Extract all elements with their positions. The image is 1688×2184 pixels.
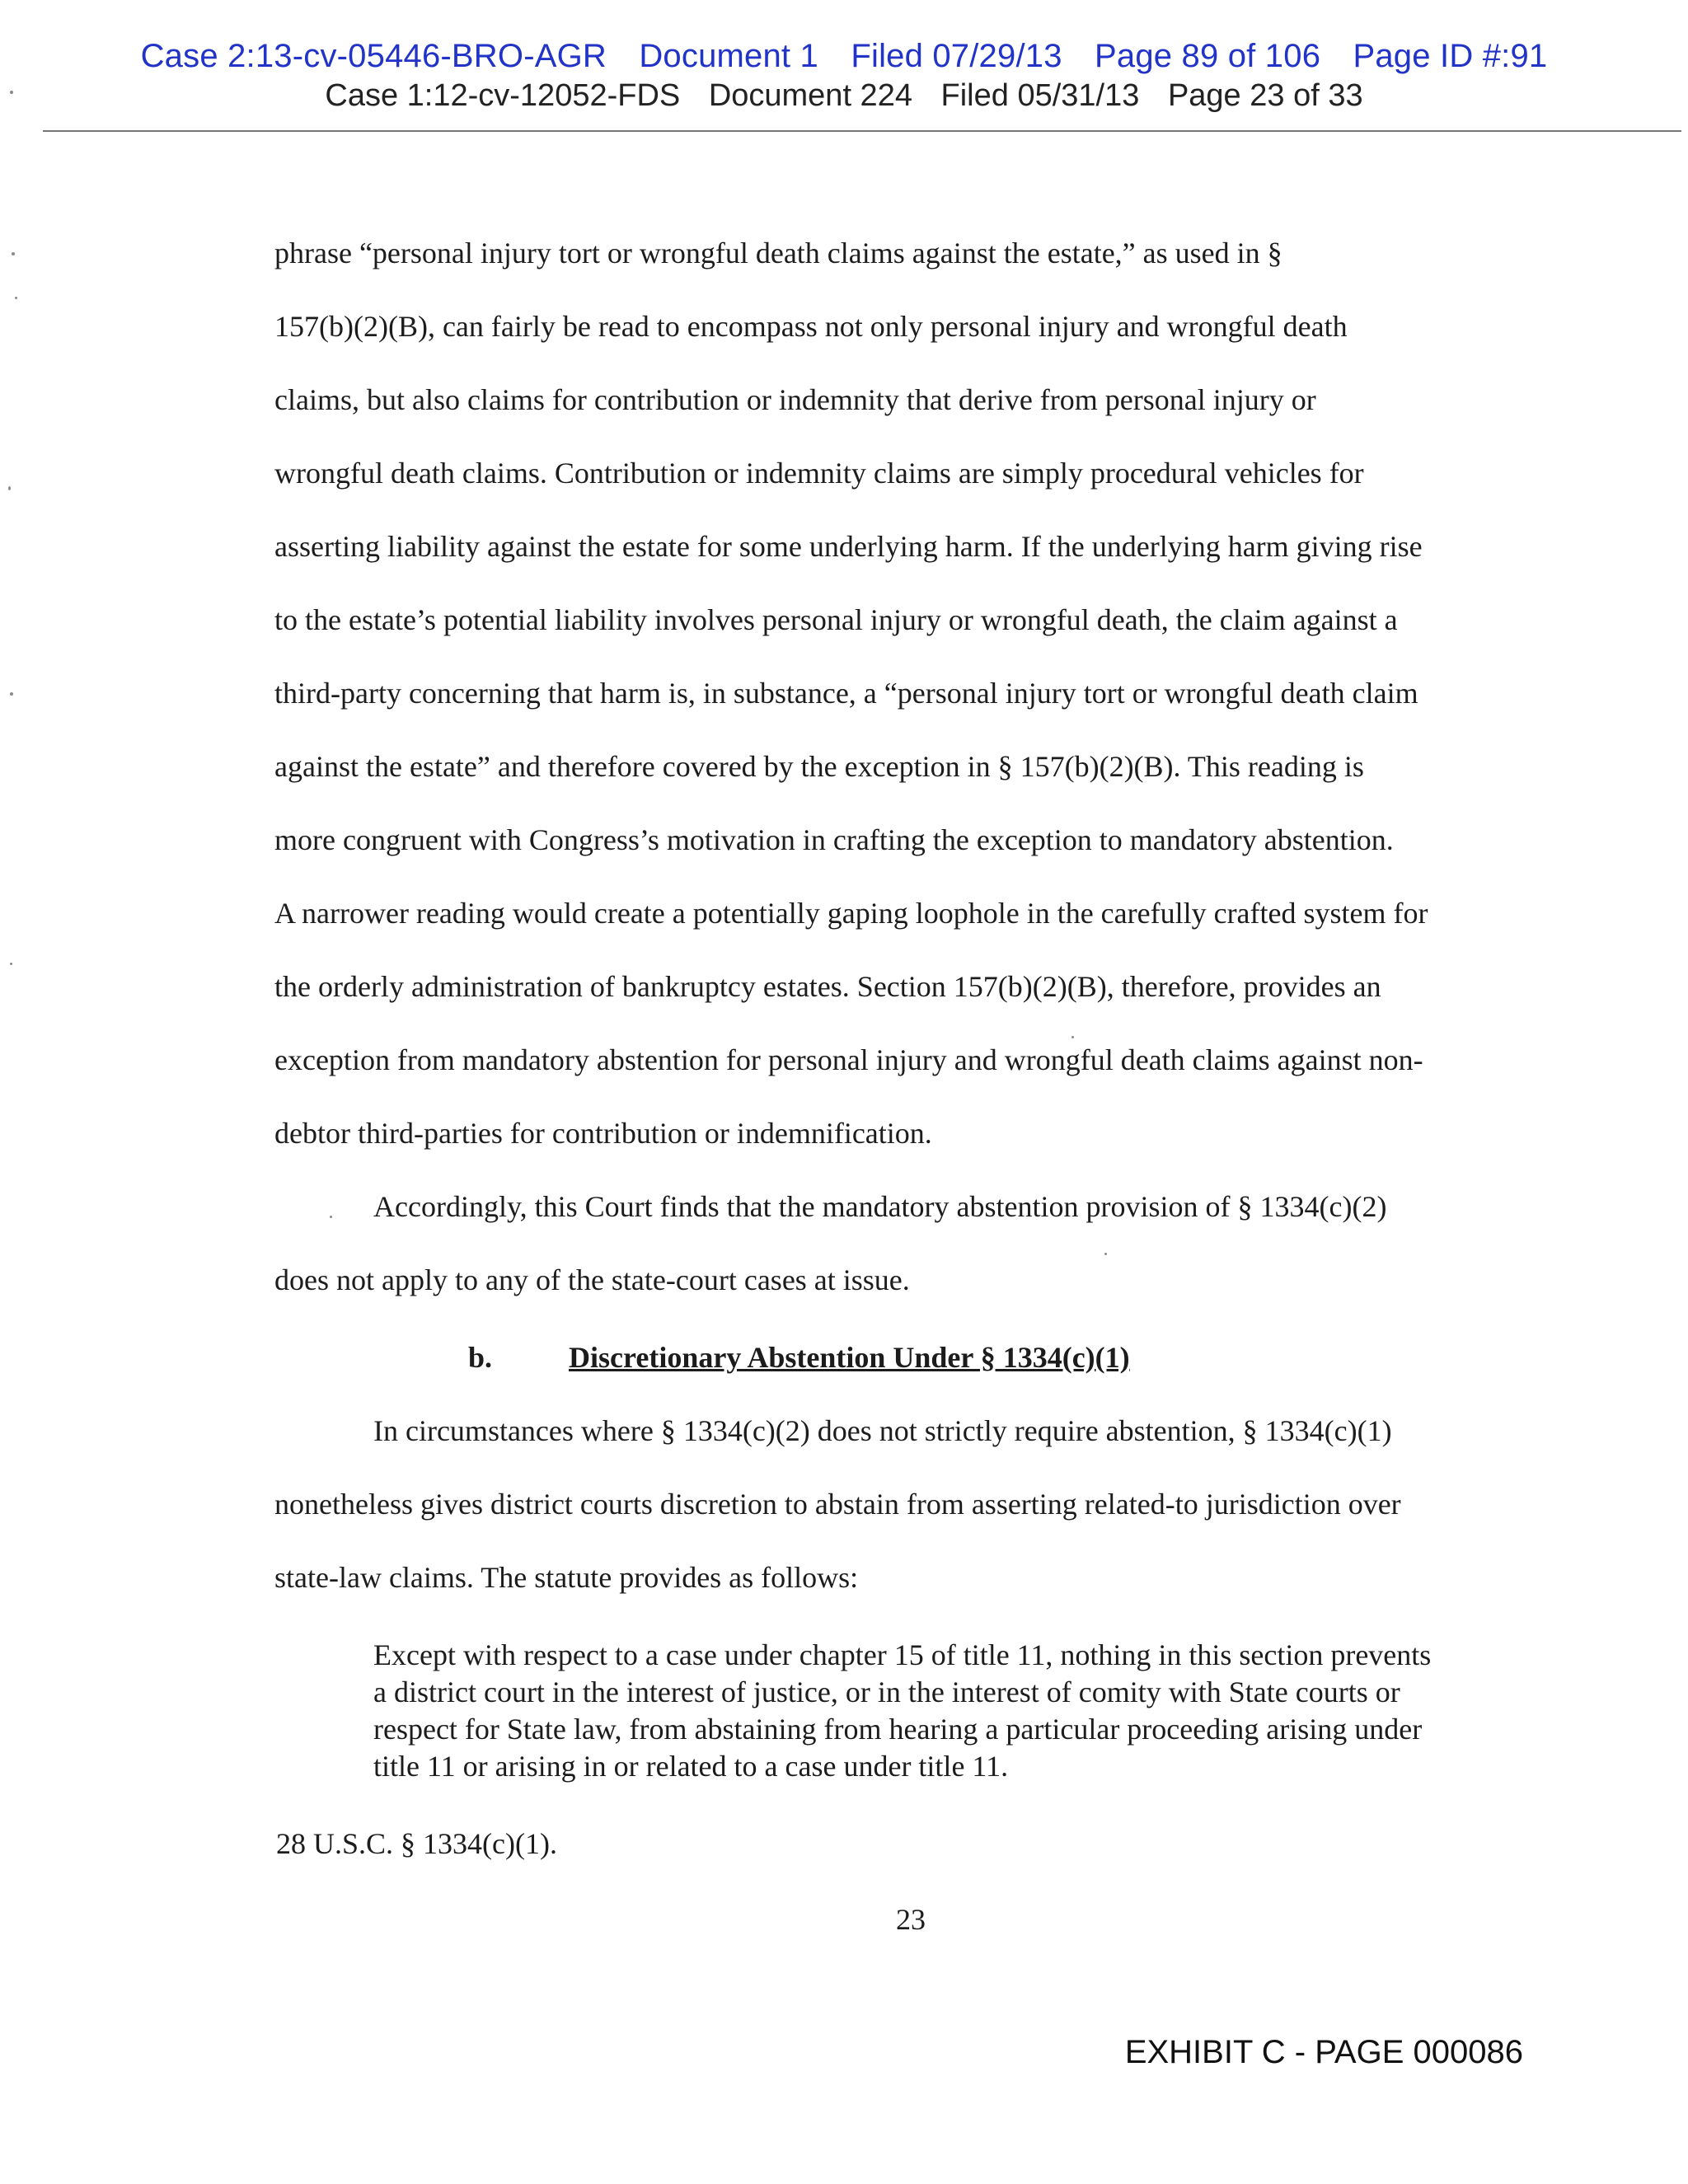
text-line: state-law claims. The statute provides as follows: [274, 1561, 859, 1594]
scan-speck [12, 252, 15, 255]
text-line: A narrower reading would create a potentially gaping loophole in the carefully crafted system for [274, 897, 1428, 930]
original-case-number: Case 1:12-cv-12052-FDS [325, 78, 681, 113]
text-line: nonetheless gives district courts discretion to abstain from asserting related-to jurisdiction over [274, 1488, 1401, 1521]
text-line: the orderly administration of bankruptcy estates. Section 157(b)(2)(B), therefore, provides an [274, 970, 1381, 1003]
quote-line: title 11 or arising in or related to a case under title 11. [373, 1750, 1009, 1783]
header-divider [43, 130, 1681, 132]
text-line: exception from mandatory abstention for personal injury and wrongful death claims against non- [274, 1043, 1423, 1076]
text-line: third-party concerning that harm is, in substance, a “personal injury tort or wrongful death claim [274, 677, 1418, 710]
filing-case-number: Case 2:13-cv-05446-BRO-AGR [140, 38, 607, 74]
filing-document-number: Document 1 [639, 38, 819, 74]
original-filing-date: Filed 05/31/13 [940, 78, 1140, 113]
scan-speck [330, 1216, 332, 1218]
page-number: 23 [896, 1903, 926, 1936]
scan-speck [10, 963, 12, 965]
text-line: debtor third-parties for contribution or indemnification. [274, 1117, 932, 1150]
scan-speck [8, 486, 11, 490]
text-line: Accordingly, this Court finds that the mandatory abstention provision of § 1334(c)(2) [373, 1190, 1387, 1223]
text-line: In circumstances where § 1334(c)(2) does not strictly require abstention, § 1334(c)(1) [373, 1414, 1392, 1447]
scan-speck [1104, 1253, 1107, 1255]
filing-page-count: Page 89 of 106 [1095, 38, 1321, 74]
court-filing-stamp [0, 38, 1688, 75]
quote-line: respect for State law, from abstaining from hearing a particular proceeding arising under [373, 1713, 1423, 1746]
text-line: more congruent with Congress’s motivation in crafting the exception to mandatory abstention. [274, 823, 1394, 856]
text-line: to the estate’s potential liability involves personal injury or wrongful death, the claim against a [274, 603, 1398, 636]
original-page-count: Page 23 of 33 [1167, 78, 1363, 113]
text-line: 157(b)(2)(B), can fairly be read to encompass not only personal injury and wrongful death [274, 310, 1348, 343]
text-line: claims, but also claims for contribution or indemnity that derive from personal injury or [274, 383, 1316, 416]
section-marker: b. [468, 1341, 493, 1374]
scan-speck [15, 297, 17, 299]
exhibit-stamp: EXHIBIT C - PAGE 000086 [1124, 2034, 1523, 2070]
quote-line: Except with respect to a case under chapter 15 of title 11, nothing in this section prevents [373, 1638, 1432, 1671]
original-document-number: Document 224 [708, 78, 912, 113]
statute-citation: 28 U.S.C. § 1334(c)(1). [276, 1827, 557, 1860]
scan-speck [1071, 1036, 1074, 1038]
section-heading [468, 1340, 1130, 1375]
section-title: Discretionary Abstention Under § 1334(c)(1) [569, 1341, 1130, 1374]
text-line: phrase “personal injury tort or wrongful death claims against the estate,” as used in § [274, 237, 1282, 269]
text-line: against the estate” and therefore covered by the exception in § 157(b)(2)(B). This reading is [274, 750, 1364, 783]
filing-date: Filed 07/29/13 [851, 38, 1062, 74]
scan-speck [10, 91, 13, 94]
filing-page-id: Page ID #:91 [1353, 38, 1548, 74]
quote-line: a district court in the interest of justice, or in the interest of comity with State courts or [373, 1675, 1400, 1708]
text-line: wrongful death claims. Contribution or indemnity claims are simply procedural vehicles for [274, 457, 1364, 490]
scan-speck [10, 692, 13, 696]
text-line: does not apply to any of the state-court cases at issue. [274, 1263, 910, 1296]
text-line: asserting liability against the estate for some underlying harm. If the underlying harm giving rise [274, 530, 1423, 563]
original-filing-stamp [0, 78, 1688, 114]
